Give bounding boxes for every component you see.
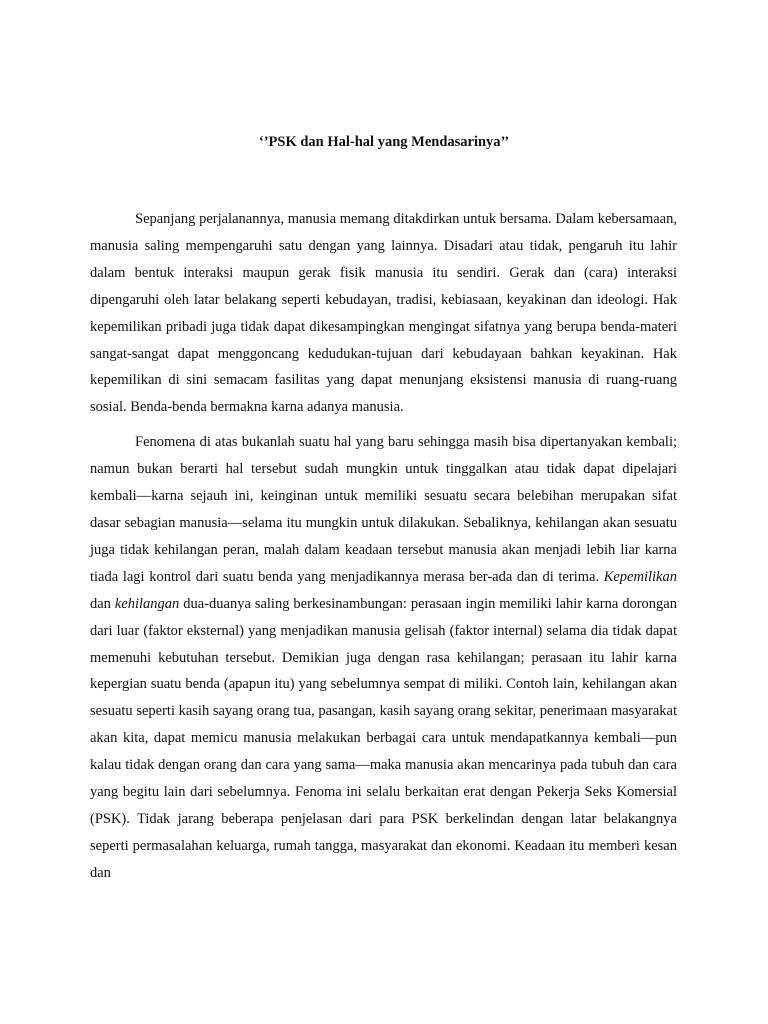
paragraph-2 xyxy=(90,429,677,886)
italic-term-kehilangan: kehilangan xyxy=(114,595,180,612)
paragraph-2-text-1: Fenomena di atas bukanlah suatu hal yang baru sehingga masih bisa dipertanyakan kembali; namun bukan berarti hal tersebut sudah mungkin untuk tinggalkan atau tidak dapat dipelajari kembali—karna sejauh ini, keinginan untuk memiliki sesuatu secara belebihan merupakan sifat dasar sebagian manusia—selama itu mungkin untuk dilakukan. Sebaliknya, kehilangan akan sesuatu juga tidak kehilangan peran, malah dalam keadaan tersebut manusia akan menjadi lebih liar karna tiada lagi kontrol dari suatu benda yang menjadikannya merasa ber-ada dan di terima. xyxy=(90,434,677,585)
paragraph-2-text-3: dua-duanya saling berkesinambungan: perasaan ingin memiliki lahir karna dorongan dari luar (faktor eksternal) yang menjadikan manusia gelisah (faktor internal) selama dia tidak dapat memenuhi kebutuhan tersebut. Demikian juga dengan rasa kehilangan; perasaan itu lahir karna kepergian suatu benda (apapun itu) yang sebelumnya sempat di miliki. Contoh lain, kehilangan akan sesuatu seperti kasih sayang orang tua, pasangan, kasih sayang orang sekitar, penerimaan masyarakat akan kita, dapat memicu manusia melakukan berbagai cara untuk mendapatkannya kembali—pun kalau tidak dengan orang dan cara yang sama—maka manusia akan mencarinya pada tubuh dan cara yang begitu lain dari sebelumnya. Fenoma ini selalu berkaitan erat dengan Pekerja Seks Komersial (PSK). Tidak jarang beberapa penjelasan dari para PSK berkelindan dengan latar belakangnya seperti permasalahan keluarga, rumah tangga, masyarakat dan ekonomi. Keadaan itu memberi kesan dan xyxy=(90,595,677,881)
document-title: ‘’PSK dan Hal-hal yang Mendasarinya’’ xyxy=(258,134,510,150)
paragraph-2-text-2: dan xyxy=(90,595,115,612)
italic-term-kepemilikan: Kepemilikan xyxy=(603,568,677,585)
document-body xyxy=(90,206,677,887)
paragraph-1: Sepanjang perjalanannya, manusia memang ditakdirkan untuk bersama. Dalam kebersamaan, manusia saling mempengaruhi satu dengan yang lainnya. Disadari atau tidak, pengaruh itu lahir dalam bentuk interaksi maupun gerak fisik manusia itu sendiri. Gerak dan (cara) interaksi dipengaruhi oleh latar belakang seperti kebudayan, tradisi, kebiasaan, keyakinan dan ideologi. Hak kepemilikan pribadi juga tidak dapat dikesampingkan mengingat sifatnya yang berupa benda-materi sangat-sangat dapat menggoncang kedudukan-tujuan dari kebudayaan bahkan keyakinan. Hak kepemilikan di sini semacam fasilitas yang dapat menunjang eksistensi manusia di ruang-ruang sosial. Benda-benda bermakna karna adanya manusia. xyxy=(90,211,677,416)
